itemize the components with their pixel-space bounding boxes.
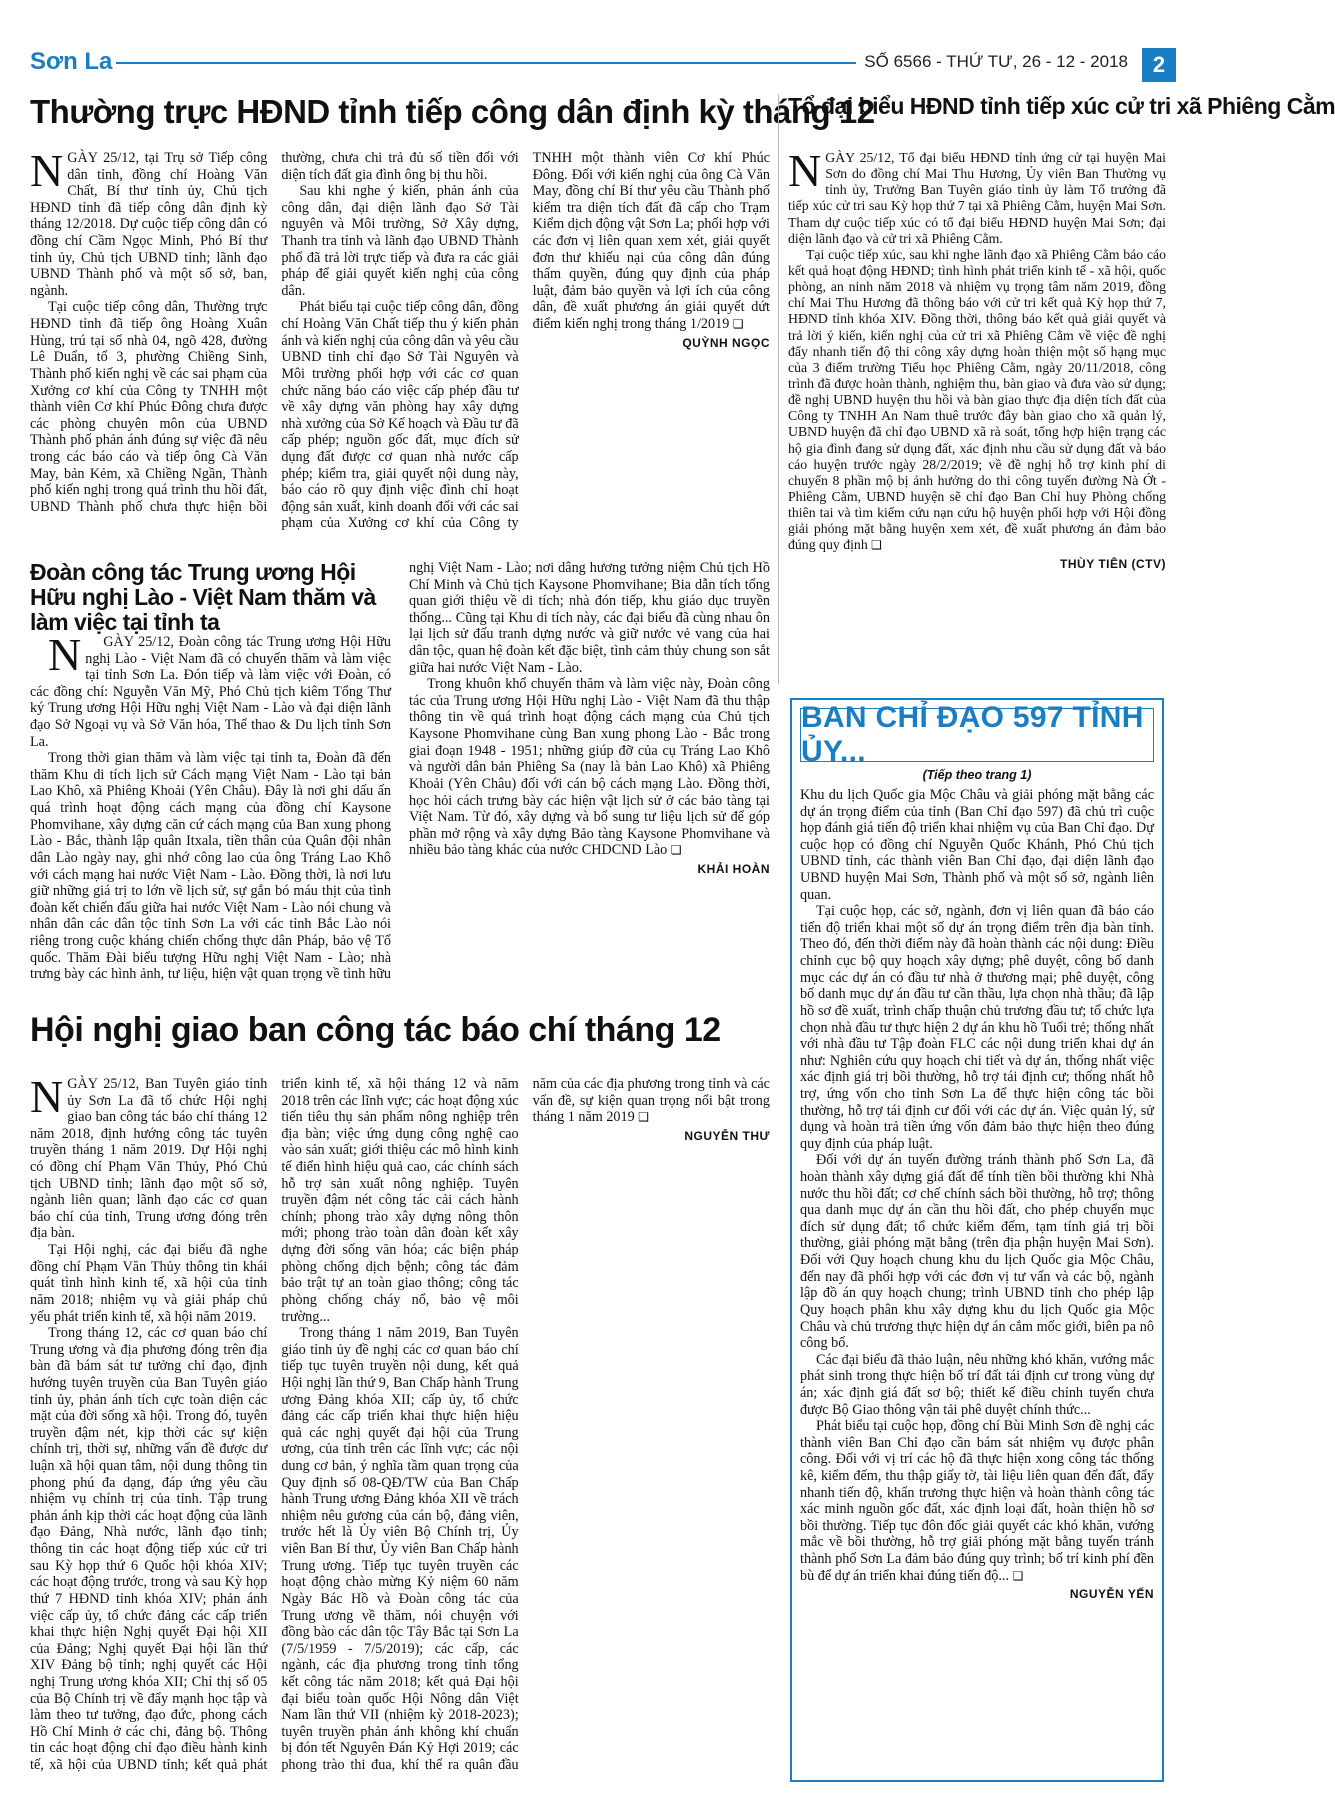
headline: Hội nghị giao ban công tác báo chí tháng 12 bbox=[30, 1011, 721, 1049]
page-header bbox=[30, 48, 1176, 84]
article-body bbox=[792, 787, 1162, 1601]
article-body bbox=[788, 145, 1166, 571]
byline: THÙY TIÊN (CTV) bbox=[1060, 556, 1166, 571]
paragraph: Trong thời gian thăm và làm việc tại tỉnh ta, Đoàn đã đến thăm Khu di tích lịch sử Cách mạng Việt Nam - Lào tại bản Lao Khô, xã Phiêng Khoải (Yên Châu). Đây là nơi ghi dấu ấn quá trình hoạt động cách mạng của đồng chí Kaysone Phomvihane, xây dựng căn cứ cách mạng của Ban xung phong Lào - Bắc, thành lập quân Itxala, tiền thân của Quân đội nhân dân Lào ngày nay, ghi nhớ công lao của ông Tráng Lao Khô với cách mạng hai nước Việt Nam - Lào. Đồng thời, là nơi lưu giữ những giá trị to lớn về lịch sử, sự gắn bó máu thịt của tình đoàn kết chiến đấu giữa hai nước Việt Nam - Lào nói chung và nhân dân các dân tộc tỉnh Sơn La với các tỉnh Bắc Lào nói riêng trong cuộc kháng chiến chống thực dân Pháp, bảo vệ Tổ quốc. Thăm Đài biểu tượng Hữu nghị Việt Nam - Lào; nhà trưng bày các hình ảnh, tư liệu, hiện vật quan trọng về tình hữu nghị Việt Nam - Lào; nơi dâng hương tưởng niệm Chủ tịch Hồ Chí Minh và Chủ tịch Kaysone Phomvihane; Bia dẫn tích tổng quan giới thiệu về di tích; nhà đón tiếp, khu giáo dục truyền thống... Cũng tại Khu di tích này, các đại biểu đã cùng nhau ôn lại lịch sử đấu tranh dựng nước và giữ nước vẻ vang của hai dân tộc, quan hệ đoàn kết đặc biệt, tình cảm thủy chung son sắt giữa hai nước Việt Nam - Lào. bbox=[30, 560, 770, 983]
paragraph: Khu du lịch Quốc gia Mộc Châu và giải phóng mặt bằng các dự án trọng điểm của tỉnh (Ban Chỉ đạo 597) đã chủ trì cuộc họp đánh giá tiến độ triển khai nhiệm vụ của Ban Chỉ đạo. Dự cuộc họp có đồng chí Nguyễn Quốc Khánh, Phó Chủ tịch UBND tỉnh, các thành viên Ban Chỉ đạo, đại diện lãnh đạo UBND huyện Mai Sơn, Thành phố và một số sở, ngành liên quan. bbox=[800, 787, 1154, 903]
end-mark: ❑ bbox=[670, 843, 682, 858]
paragraph: Phát biểu tại cuộc tiếp công dân, đồng chí Hoàng Văn Chất tiếp thu ý kiến phản ánh và kiến nghị của công dân và yêu cầu UBND tỉnh chỉ đạo Sở Tài Nguyên và Môi trường phối hợp với các cơ quan chức năng báo cáo việc cấp phép đầu tư về xây dựng văn phòng hay xây dựng nhà xưởng của Sở Kế hoạch và Đầu tư đã cấp phép; nguồn gốc đất, mục đích sử dụng đất được cơ quan nhà nước cấp phép; kiểm tra, giải quyết nội dung này, báo cáo rõ quy định việc đình chỉ hoạt động sản xuất, kinh doanh đối với các sai phạm của Xưởng cơ khí của Công ty TNHH một thành viên Cơ khí Phúc Đông. Đối với kiến nghị của ông Cà Văn May, đồng chí Bí thư yêu cầu Thành phố kiểm tra diện tích đất đã cấp cho Trạm Kiểm dịch động vật Sơn La; phối hợp với các đơn vị liên quan xem xét, giải quyết đơn thư khiếu nại của công dân đúng thẩm quyền, đúng quy định của pháp luật, đảm bảo quyền và lợi ích của công dân, đề xuất phương án giải quyết dứt điểm kiến nghị trong tháng 1/2019 ❑ bbox=[281, 150, 770, 532]
paragraph: NGÀY 25/12, Tổ đại biểu HĐND tỉnh ứng cử tại huyện Mai Sơn do đồng chí Mai Thu Hương, Ủy viên Ban Thường vụ tỉnh ủy, Trưởng Ban Tuyên giáo tỉnh ủy làm Tổ trưởng đã tiếp xúc cử tri sau Kỳ họp thứ 7 tại xã Phiêng Cằm, huyện Mai Sơn. Tham dự cuộc tiếp xúc có tổ đại biểu HĐND huyện Mai Sơn; đại diện lãnh đạo và cử tri xã Phiêng Cằm. bbox=[788, 145, 1166, 246]
article-tiep-cong-dan bbox=[30, 93, 875, 544]
paragraph: Đối với dự án tuyến đường tránh thành phố Sơn La, đã hoàn thành xây dựng giá đất để tính tiền bồi thường khi Nhà nước thu hồi đất; cơ chế chính sách bồi thường, hỗ trợ; thông qua danh mục dự án cần thu hồi đất, cho phép chuyển mục đích sử dụng đất; tổ chức kiểm đếm, tạm tính giá trị bồi thường, giải phóng mặt bằng (trên địa phận huyện Mai Sơn). Đối với Quy hoạch chung khu du lịch Quốc gia Mộc Châu, đến nay đã phối hợp với các đơn vị tư vấn và các bộ, ngành lập đồ án quy hoạch chung; trình UBND tỉnh cho phép lập Quy hoạch phân khu xây dựng khu du lịch Quốc gia Mộc Châu và chủ trương thực hiện dự án cắm mốc giới, biên pa nô công bố. bbox=[800, 1152, 1154, 1352]
article-huu-nghi-lao bbox=[30, 560, 770, 1000]
headline: Tổ đại biểu HĐND tỉnh tiếp xúc cử tri xã Phiêng Cằm bbox=[788, 93, 1335, 119]
page-number: 2 bbox=[1142, 48, 1176, 82]
continued-label: (Tiếp theo trang 1) bbox=[922, 768, 1032, 782]
article-bao-chi bbox=[30, 1012, 770, 1792]
drop-cap: N bbox=[30, 145, 64, 196]
paragraph: Sau khi nghe ý kiến, phản ánh của công dân, đại diện lãnh đạo Sở Tài nguyên và Môi trường, Sở Xây dựng, Thanh tra tỉnh và lãnh đạo UBND Thành phố đã trả lời trực tiếp và đưa ra các giải pháp để giải quyết kiến nghị của công dân. bbox=[281, 183, 519, 299]
byline: KHẢI HOÀN bbox=[697, 861, 770, 876]
column-separator bbox=[778, 94, 779, 684]
end-mark: ❑ bbox=[732, 317, 744, 332]
end-mark: ❑ bbox=[871, 538, 882, 553]
drop-cap: N bbox=[788, 145, 822, 196]
paragraph: Tại Hội nghị, các đại biểu đã nghe đồng chí Phạm Văn Thủy thông tin khái quát tình hình kinh tế, xã hội của tỉnh năm 2018; nhiệm vụ và giải pháp chủ yếu phát triển kinh tế, xã hội năm 2019. bbox=[30, 1242, 268, 1325]
paragraph: Tại cuộc tiếp xúc, sau khi nghe lãnh đạo xã Phiêng Cằm báo cáo kết quả hoạt động HĐND; tình hình phát triển kinh tế - xã hội, quốc phòng, an ninh năm 2018 và nhiệm vụ trọng tâm năm 2019, đồng chí Mai Thu Hương đã thông báo với cử tri kết quả Kỳ họp thứ 7, HĐND tỉnh khóa XIV. Đồng thời, thông báo kết quả giải quyết và trả lời ý kiến, kiến nghị của cử tri xã Phiêng Cằm về việc đề nghị đẩy nhanh tiến độ thi công xây dựng hoàn thiện một số hạng mục của 3 điểm trường Tiểu học Phiêng Cằm, ngày 20/11/2018, công trình đã được hoàn thành, nghiệm thu, bàn giao và đưa vào sử dụng; đề nghị UBND huyện thu hồi và bàn giao thực địa diện tích đất của Công ty TNHH An Nam thuê trước đây bàn giao cho xã quản lý, UBND huyện đã chỉ đạo UBND xã rà soát, tổng hợp hiện trạng các hộ gia đình đang sử dụng đất, xác định nhu cầu sử dụng đất và báo cáo huyện trước ngày 28/2/2019; về đề nghị hỗ trợ kinh phí di chuyển 8 phần mộ bị ảnh hưởng do thi công tuyến đường Nà Ớt - Phiêng Cằm, UBND huyện sẽ chỉ đạo Ban Chỉ huy Phòng chống thiên tai và tìm kiếm cứu nạn cứu hộ huyện phối hợp với Hội đồng giải phóng mặt bằng huyện xem xét, đề xuất phương án đảm bảo đúng quy định ❑ bbox=[788, 246, 1166, 553]
end-mark: ❑ bbox=[638, 1110, 650, 1125]
article-tiep-xuc-cu-tri bbox=[788, 93, 1335, 684]
section-name: Sơn La bbox=[30, 48, 113, 75]
article-body bbox=[30, 1071, 770, 1786]
paragraph: Trong tháng 1 năm 2019, Ban Tuyên giáo tỉnh ủy đề nghị các cơ quan báo chí tiếp tục tuyên truyền nội dung, kết quả Hội nghị lần thứ 9, Ban Chấp hành Trung ương Đảng khóa XII; cấp ủy, tổ chức đảng các cấp triển khai thực hiện hiệu quả các nghị quyết đại hội của Trung ương, của tỉnh trên các lĩnh vực; các nội dung cơ bản, ý nghĩa tầm quan trọng của Quy định số 08-QĐ/TW của Ban Chấp hành Trung ương Đảng khóa XII về trách nhiệm nêu gương của cán bộ, đảng viên, trước hết là Ủy viên Bộ Chính trị, Ủy viên Ban Bí thư, Ủy viên Ban Chấp hành Trung ương. Tiếp tục tuyên truyền các hoạt động chào mừng Kỷ niệm 60 năm Ngày Bác Hồ và Đoàn công tác của Trung ương về thăm, nói chuyện với đồng bào các dân tộc Tây Bắc tại Sơn La (7/5/1959 - 7/5/2019); các cấp, các ngành, các địa phương trong tỉnh tổng kết công tác năm 2018; kết quả Đại hội đại biểu toàn quốc Hội Nông dân Việt Nam lần thứ VII (nhiệm kỳ 2018-2023); tuyên truyền phản ánh không khí chuẩn bị đón tết Nguyên Đán Kỷ Hợi 2019; các phong trào thi đua, khí thế ra quân đầu năm của các địa phương trong tỉnh và các vấn đề, sự kiện quan trọng nổi bật trong tháng 1 năm 2019 ❑ bbox=[281, 1076, 770, 1773]
paragraph: Trong tháng 12, các cơ quan báo chí Trung ương và địa phương đóng trên địa bàn đã bám sát tư tưởng chỉ đạo, định hướng tuyên truyền của Ban Tuyên giáo tỉnh ủy, phản ánh tích cực toàn diện các mặt của đời sống xã hội. Trong đó, tuyên truyền đậm nét, kịp thời các sự kiện chính trị, thời sự, những vấn đề được dư luận xã hội quan tâm, nội dung thông tin phong phú đa dạng, đáp ứng yêu cầu nhiệm vụ chính trị của tỉnh. Tập trung phản ánh kịp thời các hoạt động của lãnh đạo Đảng, Nhà nước, lãnh đạo tỉnh; thông tin các hoạt động tiếp xúc cử tri sau Kỳ họp thứ 6 Quốc hội khóa XIV; các hoạt động trước, trong và sau Kỳ họp thứ 7 HĐND tỉnh khóa XIV; phản ánh việc cấp ủy, tổ chức đảng các cấp triển khai thực hiện Nghị quyết Đại hội XII của Đảng; Nghị quyết Đại hội lần thứ XIV Đảng bộ tỉnh; nghị quyết các Hội nghị Trung ương khóa XII; Chỉ thị số 05 của Bộ Chính trị về đẩy mạnh học tập và làm theo tư tưởng, đạo đức, phong cách Hồ Chí Minh ở các chi, đảng bộ. Thông tin các hoạt động chỉ đạo điều hành kinh tế, xã hội của UBND tỉnh; kết quả phát triển kinh tế, xã hội tháng 12 và năm 2018 trên các lĩnh vực; các hoạt động xúc tiến tiêu thụ sản phẩm nông nghiệp trên địa bàn; việc ứng dụng công nghệ cao vào sản xuất; giới thiệu các mô hình kinh tế điển hình hiệu quả cao, các chính sách hỗ trợ sản xuất nông nghiệp. Tuyên truyền đậm nét công tác cải cách hành chính; phong trào xây dựng nông thôn mới; phong trào toàn dân đoàn kết xây dựng đời sống văn hóa; các biện pháp phòng chống dịch bệnh; công tác đảm bảo trật tự an toàn giao thông; công tác phòng chống cháy nổ, bảo vệ môi trường... bbox=[30, 1076, 519, 1773]
paragraph: NGÀY 25/12, Ban Tuyên giáo tỉnh ủy Sơn La đã tổ chức Hội nghị giao ban công tác báo chí tháng 12 năm 2018, định hướng công tác tuyên truyền tháng 1 năm 2019. Dự Hội nghị có đồng chí Phạm Văn Thủy, Phó Chủ tịch UBND tỉnh; lãnh đạo một số sở, ngành liên quan; lãnh đạo các cơ quan báo chí của tỉnh, Trung ương đóng trên địa bàn. bbox=[30, 1071, 268, 1242]
paragraph: Tại cuộc họp, các sở, ngành, đơn vị liên quan đã báo cáo tiến độ triển khai một số dự án trọng điểm trên địa bàn tỉnh. Theo đó, đến thời điểm này đã hoàn thành các nội dung: Điều chỉnh cục bộ quy hoạch xây dựng; phê duyệt, công bố danh mục các dự án có đầu tư nhà ở thương mại; phê duyệt, công bố danh mục dự án đầu tư cần thầu, lựa chọn nhà thầu; đã lập hồ sơ đề xuất, trình chấp thuận chủ trương đầu tư; tổ chức lựa chọn nhà đầu tư thực hiện 2 dự án khu hồ Tuổi trẻ; thống nhất với nhà đầu tư Tập đoàn FLC các nội dung triển khai dự án như: Nghiên cứu quy hoạch chi tiết và dự án, thống nhất việc xác định giá trị bồi thường, hỗ trợ tái định cư; thống nhất hỗ trợ, ứng vốn cho tỉnh Sơn La để thực hiện công tác bồi thường, hỗ trợ tái định cư đối với các dự án. Việc quản lý, sử dụng và hoàn trả tiền ứng vốn đảm bảo thực hiện theo đúng quy định của pháp luật. bbox=[800, 903, 1154, 1152]
headline: Thường trực HĐND tỉnh tiếp công dân định kỳ tháng 12 bbox=[30, 93, 875, 130]
issue-date: SỐ 6566 - THỨ TƯ, 26 - 12 - 2018 bbox=[856, 52, 1128, 72]
byline: QUỲNH NGỌC bbox=[682, 335, 770, 350]
headline: Đoàn công tác Trung ương Hội Hữu nghị Lào - Việt Nam thăm và làm việc tại tỉnh ta bbox=[30, 559, 376, 635]
byline: NGUYỄN YẾN bbox=[1069, 1587, 1154, 1602]
paragraph: Phát biểu tại cuộc họp, đồng chí Bùi Minh Sơn đề nghị các thành viên Ban Chỉ đạo cần bám sát nhiệm vụ được phân công. Đối với vị trí các hộ đã thực hiện xong công tác thống kê, kiểm đếm, thu thập giấy tờ, tài liệu liên quan đến đất, đẩy nhanh tiến độ, khẩn trương thực hiện và hoàn thành công tác xác minh nguồn gốc đất, xác định loại đất, hoàn thiện hồ sơ bồi thường. Tiếp tục đôn đốc giải quyết các khó khăn, vướng mắc về bồi thường, hỗ trợ giải phóng mặt bằng tuyến tránh thành phố Sơn La đảm bảo đúng quy trình; bố trí kinh phí đền bù để dự án triển khai đúng tiến độ... ❑ bbox=[800, 1418, 1154, 1584]
paragraph: Các đại biểu đã thảo luận, nêu những khó khăn, vướng mắc phát sinh trong thực hiện bố trí đất tái định cư trong vùng dự án; xác định giá đất sơ bộ; thiết kế điều chỉnh tuyến chưa được Bộ Giao thông vận tải phê duyệt chính thức... bbox=[800, 1351, 1154, 1418]
box-banner bbox=[800, 701, 1154, 768]
paragraph: Tại cuộc tiếp công dân, Thường trực HĐND tỉnh đã tiếp ông Hoàng Xuân Hùng, trú tại số nhà 04, ngõ 428, đường Lê Duẩn, tổ 3, phường Chiềng Sinh, Thành phố kiến nghị về các sai phạm của Xưởng cơ khí của Công ty TNHH một thành viên Cơ khí Phúc Đông chưa được các phòng chuyên môn của UBND Thành phố phản ánh đúng sự việc đã nêu trong các báo cáo và tiếp ông Cà Văn May, bản Kẻm, xã Chiềng Ngần, Thành phố kiến nghị trong quá trình thu hồi đất, UBND Thành phố chưa thực hiện bồi thường, chưa chi trả đủ số tiền đối với diện tích đất gia đình ông bị thu hồi. bbox=[30, 150, 519, 515]
paragraph: NGÀY 25/12, tại Trụ sở Tiếp công dân tỉnh, đồng chí Hoàng Văn Chất, Bí thư tỉnh ủy, Chủ tịch HĐND tỉnh đã tiếp công dân định kỳ tháng 12/2018. Dự cuộc tiếp công dân có đồng chí Cầm Ngọc Minh, Phó Bí thư tỉnh ủy, Chủ tịch UBND tỉnh; lãnh đạo UBND Thành phố và một số sở, ban, ngành. bbox=[30, 145, 268, 299]
end-mark: ❑ bbox=[1012, 1568, 1024, 1583]
byline: NGUYỄN THƯ bbox=[684, 1128, 770, 1143]
article-body bbox=[30, 145, 770, 534]
paragraph: N GÀY 25/12, Đoàn công tác Trung ương Hội Hữu nghị Lào - Việt Nam đã có chuyến thăm và làm việc tại tỉnh Sơn La. Đón tiếp và làm việc với Đoàn, có các đồng chí: Nguyễn Văn Mỹ, Phó Chủ tịch kiêm Tổng Thư ký Trung ương Hội Hữu nghị Việt Nam - Lào và đại diện lãnh đạo Sở Ngoại vụ và Sở Văn hóa, Thể thao & Du lịch tỉnh Sơn La. bbox=[30, 629, 391, 750]
drop-cap: N bbox=[48, 629, 82, 680]
headline: BAN CHỈ ĐẠO 597 TỈNH ỦY... bbox=[801, 701, 1144, 768]
paragraph: Trong khuôn khổ chuyến thăm và làm việc này, Đoàn công tác của Trung ương Hội Hữu nghị Lào - Việt Nam đã thu thập thông tin về quá trình hoạt động cách mạng của Chủ tịch Kaysone Phomvihane cùng Ban xung phong Lào - Bắc trong giai đoạn 1948 - 1951; những giúp đỡ của cụ Tráng Lao Khô và người dân bản Phiêng Sa (nay là bản Lao Khô) xã Phiêng Khoải (Yên Châu) đối với cán bộ cách mạng Lào. Đồng thời, học hỏi cách trưng bày các hiện vật lịch sử ở các bảo tàng tại Việt Nam. Từ đó, xây dựng và bổ sung tư liệu lịch sử để góp phần mở rộng và xây dựng Bảo tàng Kaysone Phomvihane và nhiều bảo tàng khác của nước CHDCND Lào ❑ bbox=[409, 676, 770, 859]
article-ban-chi-dao-597 bbox=[790, 698, 1164, 1782]
drop-cap: N bbox=[30, 1071, 64, 1122]
